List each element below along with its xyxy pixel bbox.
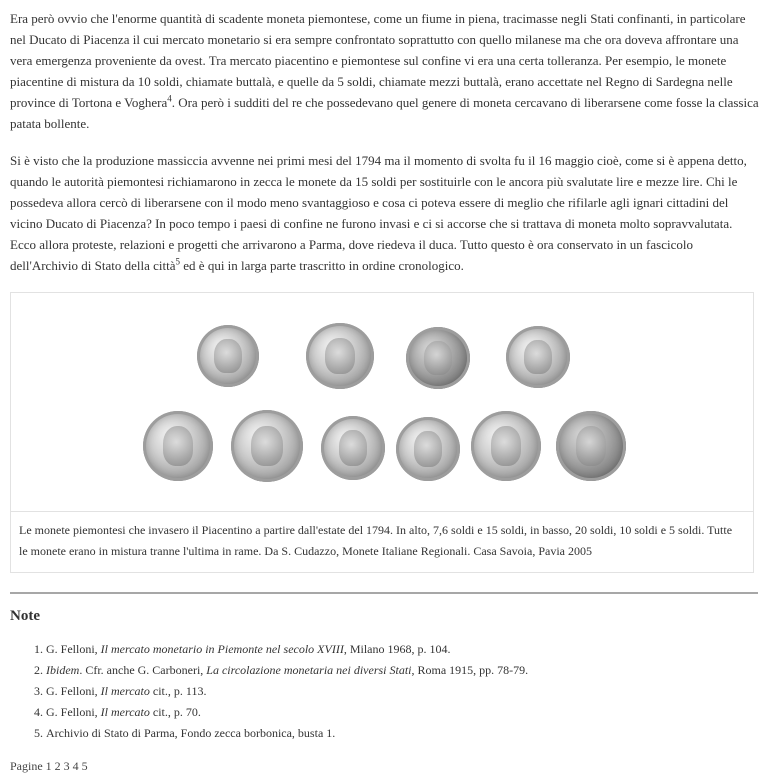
note-item-4 [46,702,760,723]
coin-image [143,411,213,481]
footnote-ref-5[interactable]: 5 [175,256,181,267]
coin-image [471,411,541,481]
note-item-2 [46,660,760,681]
note-item-3 [46,681,760,702]
notes-divider [10,592,758,594]
note-text: G. Felloni, [46,684,101,698]
coin-image [396,417,460,481]
article-content [10,8,760,777]
coin-image [306,323,374,389]
note-title: Il mercato monetario in Piemonte nel secolo XVIII [100,642,344,656]
note-title: Il mercato [100,705,150,719]
note-title: Ibidem [46,663,80,677]
note-title: La circolazione monetaria nei diversi Stati [206,663,412,677]
note-text: Archivio di Stato di Parma, Fondo zecca borbonica, busta 1. [46,726,336,740]
coin-image [321,416,385,480]
note-text: . Cfr. anche G. Carboneri, [79,663,207,677]
coin-image [231,410,303,482]
paragraph-2 [10,150,760,276]
note-text: cit., p. 113. [149,684,207,698]
coin-image [197,325,259,387]
figure-caption: Le monete piemontesi che invasero il Piacentino a partire dall'estate del 1794. In alto, 7,6 soldi e 15 soldi, in basso, 20 soldi, 10 soldi e 5 soldi. Tutte le monete erano in mistura tranne l'ultima in rame. Da S. Cudazzo, Monete Italiane Regionali. Casa Savoia, Pavia 2005 [11,511,753,572]
notes-heading: Note [10,608,40,624]
coin-image [406,327,470,389]
paragraph-2-text-a: Si è visto che la produzione massiccia avvenne nei primi mesi del 1794 ma il momento di svolta fu il 16 maggio cioè, come si è appena detto, quando le autorità piemontesi richiamarono in zecca le monete da 15 soldi per sostituirle con le ancora più svalutate lire e mezze lire. Chi le possedeva allora cercò di liberarsene con il modo meno svantaggioso e cosa ci poteva essere di meglio che rifilarle agli ignari cittadini del vicino Ducato di Piacenza? In poco tempo i paesi di confine ne furono invasi e ci si accorse che si trattava di moneta molto sopravvalutata. Ecco allora proteste, relazioni e progetti che arrivarono a Parma, dove riedeva il duca. Tutto questo è ora conservato in un fascicolo dell'Archivio di Stato della città [10,153,747,273]
note-item-5 [46,723,760,744]
coins-figure [10,292,754,573]
notes-list [10,639,760,744]
footnote-ref-4[interactable]: 4 [167,93,172,104]
paragraph-2-text-b: ed è qui in larga parte trascritto in ordine cronologico. [180,258,464,273]
note-text: G. Felloni, [46,642,101,656]
note-item-1 [46,639,760,660]
note-text: cit., p. 70. [149,705,201,719]
paragraph-1 [10,8,760,134]
coin-image [556,411,626,481]
coin-image [506,326,570,388]
paragraph-1-text-a: Era però ovvio che l'enorme quantità di scadente moneta piemontese, come un fiume in piena, tracimasse negli Stati confinanti, in particolare nel Ducato di Piacenza il cui mercato monetario si era sempre confrontato soprattutto con quello milanese ma che ora doveva affrontare una vera emergenza proveniente da ovest. Tra mercato piacentino e piemontese sul confine vi era una certa tolleranza. Per esempio, le monete piacentine di mistura da 10 soldi, chiamate buttalà, e quelle da 5 soldi, chiamate mezzi buttalà, erano accettate nel Regno di Sardegna nelle province di Tortona e Voghera [10,11,746,110]
pagination[interactable]: Pagine 1 2 3 4 5 [10,759,88,773]
coins-image[interactable] [11,293,753,511]
note-title: Il mercato [100,684,150,698]
note-text: , Roma 1915, pp. 78-79. [411,663,529,677]
paragraph-1-text-b: . Ora però i sudditi del re che possedevano quel genere di moneta cercavano di liberarsene come fosse la classica patata bollente. [10,95,759,131]
note-text: G. Felloni, [46,705,101,719]
note-text: , Milano 1968, p. 104. [343,642,451,656]
